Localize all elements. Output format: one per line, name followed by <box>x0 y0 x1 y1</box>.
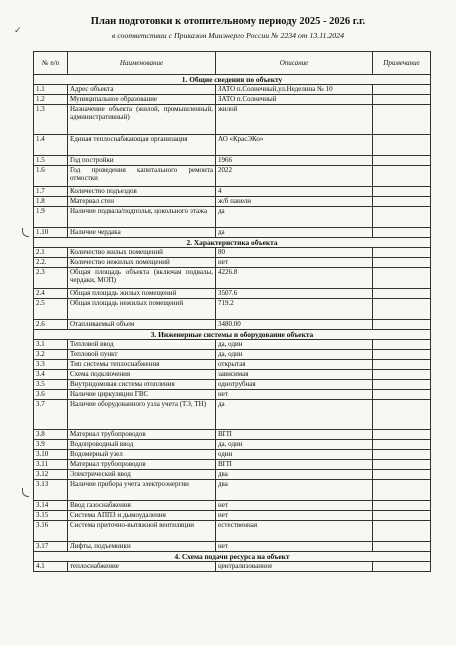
row-note <box>373 400 431 430</box>
row-name: Год постройки <box>68 156 216 166</box>
row-number: 2.1 <box>34 248 68 258</box>
row-name: Водопроводный ввод <box>68 440 216 450</box>
row-name: Отапливаемый объем <box>68 320 216 330</box>
row-note <box>373 320 431 330</box>
row-note <box>373 299 431 320</box>
table-row <box>34 258 431 268</box>
row-number: 1.9 <box>34 207 68 228</box>
row-description: жилой <box>216 105 373 135</box>
row-number: 3.14 <box>34 501 68 511</box>
row-note <box>373 105 431 135</box>
row-number: 1.1 <box>34 85 68 95</box>
row-number: 3.1 <box>34 340 68 350</box>
row-note <box>373 480 431 501</box>
table-row <box>34 542 431 552</box>
table-row <box>34 521 431 542</box>
row-description: 80 <box>216 248 373 258</box>
row-number: 3.17 <box>34 542 68 552</box>
table-row <box>34 380 431 390</box>
column-header-name: Наименование <box>68 52 216 75</box>
row-description: да, один <box>216 440 373 450</box>
row-name: Наличие оборудованного узла учета (ТЭ, ТН) <box>68 400 216 430</box>
section-row <box>34 330 431 340</box>
row-name: Адрес объекта <box>68 85 216 95</box>
row-number: 1.3 <box>34 105 68 135</box>
row-description: 4226.8 <box>216 268 373 289</box>
row-name: Назначение объекта (жилой, промышленный, административный) <box>68 105 216 135</box>
row-note <box>373 360 431 370</box>
row-note <box>373 511 431 521</box>
document-title: План подготовки к отопительному периоду 2025 - 2026 г.г. <box>90 16 366 27</box>
row-number: 2.2. <box>34 258 68 268</box>
table-row <box>34 248 431 258</box>
row-note <box>373 460 431 470</box>
row-description: открытая <box>216 360 373 370</box>
row-description: да, один <box>216 340 373 350</box>
row-note <box>373 268 431 289</box>
row-number: 1.10 <box>34 228 68 238</box>
row-description: однотрубная <box>216 380 373 390</box>
row-note <box>373 470 431 480</box>
row-number: 3.9 <box>34 440 68 450</box>
table-row <box>34 480 431 501</box>
table-row <box>34 370 431 380</box>
row-name: Общая площадь объекта (включая подвалы, чердаки, МОП) <box>68 268 216 289</box>
section-title: 4. Схема подачи ресурса на объект <box>34 552 431 562</box>
row-description: да, один <box>216 350 373 360</box>
table-row <box>34 85 431 95</box>
row-note <box>373 166 431 187</box>
row-name: Количество нежилых помещений <box>68 258 216 268</box>
corner-check-mark: ✓ <box>14 25 22 35</box>
row-name: Тип системы теплоснабжения <box>68 360 216 370</box>
row-name: Система приточно-вытяжной вентиляции <box>68 521 216 542</box>
row-description: 3507.6 <box>216 289 373 299</box>
row-number: 3.5 <box>34 380 68 390</box>
row-name: Система АППЗ и дымоудаления <box>68 511 216 521</box>
section-title: 2. Характеристика объекта <box>34 238 431 248</box>
row-name: Тепловой ввод <box>68 340 216 350</box>
row-description: 1966 <box>216 156 373 166</box>
table-row <box>34 430 431 440</box>
row-name: Внутридомовая система отопления <box>68 380 216 390</box>
row-number: 1.8 <box>34 197 68 207</box>
table-row <box>34 105 431 135</box>
table-row <box>34 197 431 207</box>
row-name: теплоснабжение <box>68 562 216 572</box>
table-row <box>34 289 431 299</box>
row-description: 3480.00 <box>216 320 373 330</box>
row-note <box>373 248 431 258</box>
row-note <box>373 156 431 166</box>
row-name: Количество подъездов <box>68 187 216 197</box>
row-name: Материал трубопроводов <box>68 460 216 470</box>
row-description: нет <box>216 542 373 552</box>
table-row <box>34 228 431 238</box>
row-note <box>373 85 431 95</box>
table-row <box>34 95 431 105</box>
table-header-row <box>34 52 431 75</box>
row-number: 3.7 <box>34 400 68 430</box>
row-description: 719.2 <box>216 299 373 320</box>
row-name: Муниципальное образование <box>68 95 216 105</box>
row-description: да <box>216 207 373 228</box>
table-row <box>34 135 431 156</box>
table-row <box>34 187 431 197</box>
row-name: Наличие чердака <box>68 228 216 238</box>
row-name: Водомерный узел <box>68 450 216 460</box>
table-row <box>34 207 431 228</box>
row-note <box>373 187 431 197</box>
row-description: два <box>216 480 373 501</box>
row-number: 2.3 <box>34 268 68 289</box>
row-name: Количество жилых помещений <box>68 248 216 258</box>
row-note <box>373 450 431 460</box>
row-name: Наличие прибора учета электроэнергии <box>68 480 216 501</box>
column-header-desc: Описание <box>216 52 373 75</box>
row-name: Общая площадь нежилых помещений <box>68 299 216 320</box>
table-row <box>34 340 431 350</box>
table-row <box>34 390 431 400</box>
row-number: 2.6 <box>34 320 68 330</box>
row-number: 3.13 <box>34 480 68 501</box>
table-row <box>34 400 431 430</box>
table-row <box>34 562 431 572</box>
row-name: Тепловой пункт <box>68 350 216 360</box>
section-title: 1. Общие сведения по объекту <box>34 75 431 85</box>
row-note <box>373 501 431 511</box>
row-description: нет <box>216 511 373 521</box>
row-note <box>373 562 431 572</box>
table-body <box>34 75 431 572</box>
row-note <box>373 542 431 552</box>
row-note <box>373 350 431 360</box>
row-name: Год проведения капитального ремонта отмостки <box>68 166 216 187</box>
row-number: 3.8 <box>34 430 68 440</box>
row-number: 3.6 <box>34 390 68 400</box>
row-description: зависимая <box>216 370 373 380</box>
row-note <box>373 521 431 542</box>
row-number: 3.15 <box>34 511 68 521</box>
row-number: 3.10 <box>34 450 68 460</box>
row-note <box>373 430 431 440</box>
row-description: два <box>216 470 373 480</box>
plan-table <box>33 51 431 572</box>
row-description: ЗАТО п.Солнечный <box>216 95 373 105</box>
row-name: Единая теплоснабжающая организация <box>68 135 216 156</box>
row-note <box>373 197 431 207</box>
row-note <box>373 370 431 380</box>
row-name: Наличие подвала/подполья, цокольного этажа <box>68 207 216 228</box>
row-description: ВГП <box>216 430 373 440</box>
table-row <box>34 166 431 187</box>
row-name: Электрический ввод <box>68 470 216 480</box>
row-note <box>373 95 431 105</box>
row-note <box>373 207 431 228</box>
row-description: АО «КрасЭКо» <box>216 135 373 156</box>
row-name: Схема подключения <box>68 370 216 380</box>
section-row <box>34 75 431 85</box>
row-number: 3.2 <box>34 350 68 360</box>
row-number: 1.6 <box>34 166 68 187</box>
row-description: 2022 <box>216 166 373 187</box>
row-number: 3.16 <box>34 521 68 542</box>
row-number: 1.7 <box>34 187 68 197</box>
row-name: Материал стен <box>68 197 216 207</box>
section-row <box>34 238 431 248</box>
row-number: 3.12 <box>34 470 68 480</box>
table-row <box>34 450 431 460</box>
binder-hole-mark <box>22 228 29 237</box>
column-header-note: Примечание <box>373 52 431 75</box>
row-note <box>373 135 431 156</box>
table-row <box>34 299 431 320</box>
row-note <box>373 340 431 350</box>
row-description: 4 <box>216 187 373 197</box>
row-number: 3.3 <box>34 360 68 370</box>
row-note <box>373 380 431 390</box>
binder-hole-mark <box>22 488 29 497</box>
section-row <box>34 552 431 562</box>
table-row <box>34 268 431 289</box>
table-row <box>34 440 431 450</box>
table-row <box>34 350 431 360</box>
row-number: 2.4 <box>34 289 68 299</box>
row-description: централизованное <box>216 562 373 572</box>
row-description: ж/б панели <box>216 197 373 207</box>
row-note <box>373 289 431 299</box>
row-number: 1.4 <box>34 135 68 156</box>
row-number: 2.5 <box>34 299 68 320</box>
row-description: один <box>216 450 373 460</box>
document-subtitle: в соответствии с Приказом Минэнерго России № 2234 от 13.11.2024 <box>112 31 344 40</box>
row-number: 1.2 <box>34 95 68 105</box>
row-note <box>373 440 431 450</box>
row-note <box>373 228 431 238</box>
table-row <box>34 511 431 521</box>
table-row <box>34 501 431 511</box>
row-description: нет <box>216 390 373 400</box>
row-name: Материал трубопроводов <box>68 430 216 440</box>
table-row <box>34 460 431 470</box>
section-title: 3. Инженерные системы и оборудование объекта <box>34 330 431 340</box>
row-note <box>373 390 431 400</box>
row-name: Общая площадь жилых помещений <box>68 289 216 299</box>
row-number: 4.1 <box>34 562 68 572</box>
table-row <box>34 320 431 330</box>
row-number: 1.5 <box>34 156 68 166</box>
row-description: да <box>216 400 373 430</box>
row-note <box>373 258 431 268</box>
table-row <box>34 360 431 370</box>
column-header-num: № п/п <box>34 52 68 75</box>
row-name: Наличие циркуляции ГВС <box>68 390 216 400</box>
row-description: естественная <box>216 521 373 542</box>
row-number: 3.4 <box>34 370 68 380</box>
table-row <box>34 470 431 480</box>
row-description: ВГП <box>216 460 373 470</box>
table-row <box>34 156 431 166</box>
row-name: Лифты, подъемники <box>68 542 216 552</box>
row-description: да <box>216 228 373 238</box>
row-description: нет <box>216 258 373 268</box>
row-name: Ввод газоснабжения <box>68 501 216 511</box>
row-number: 3.11 <box>34 460 68 470</box>
row-description: ЗАТО п.Солнечный,ул.Неделина № 10 <box>216 85 373 95</box>
row-description: нет <box>216 501 373 511</box>
